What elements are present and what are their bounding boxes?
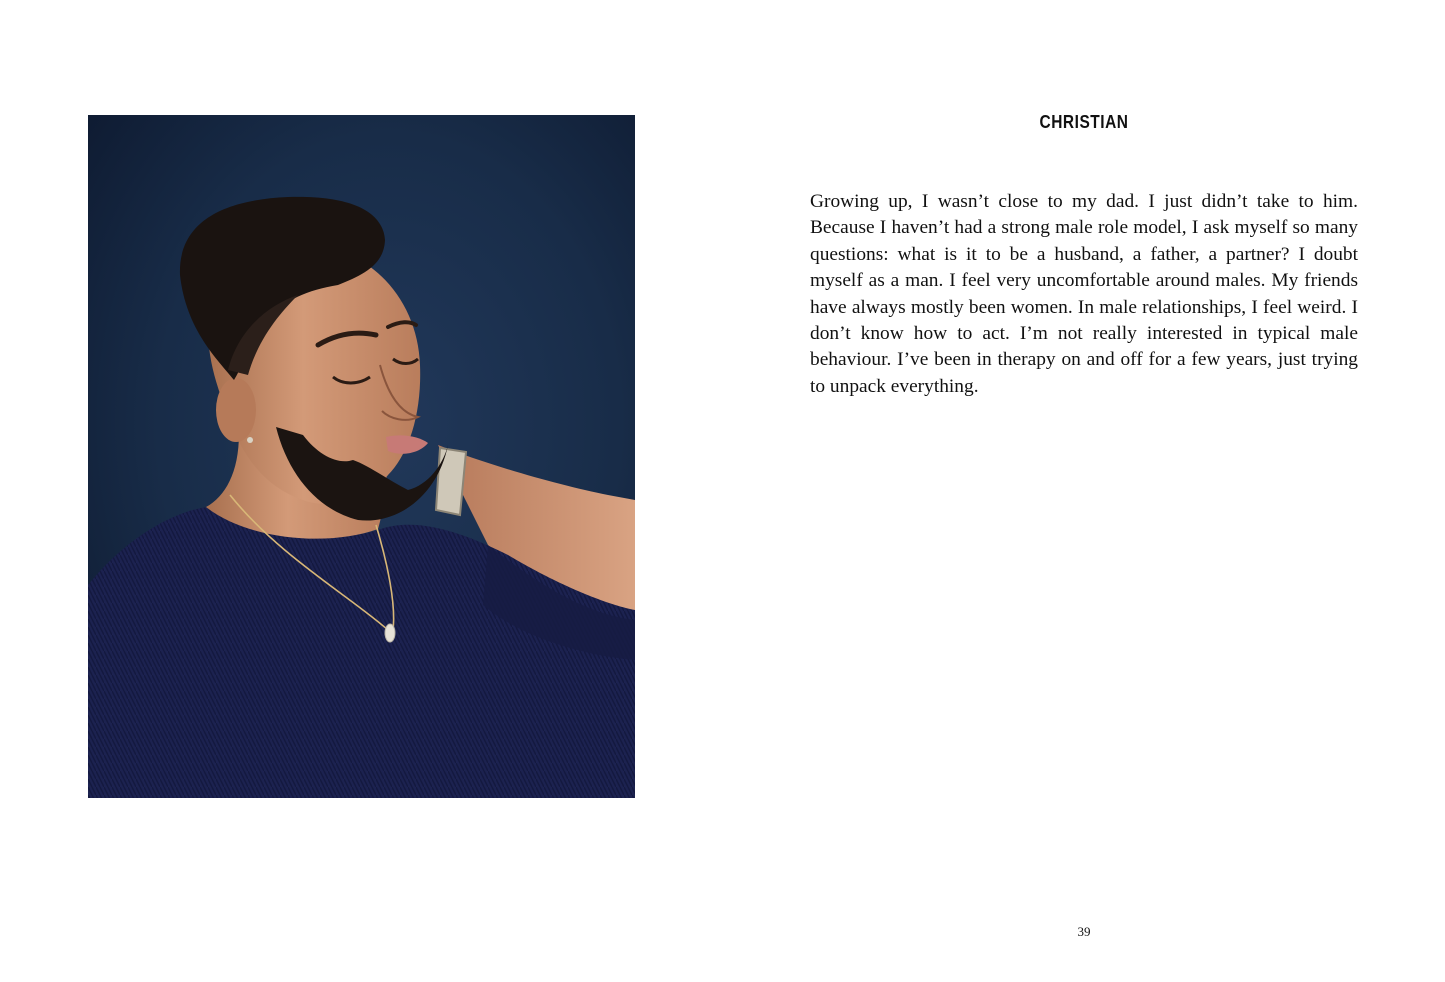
- portrait-photo: [88, 115, 635, 798]
- page-number: 39: [1077, 924, 1091, 939]
- wristwatch: [436, 448, 466, 515]
- pendant: [385, 624, 395, 642]
- portrait-illustration: [88, 115, 635, 798]
- interview-paragraph: Growing up, I wasn’t close to my dad. I just didn’t take to him. Because I haven’t had a strong male role model, I ask myself so many questions: what is it to be a husband, a father, a partner? I doubt myself as a man. I feel very uncomfortable around males. My friends have always mostly been women. In male relationships, I feel weird. I don’t know how to act. I’m not really interested in typical male behaviour. I’ve been in therapy on and off for a few years, just trying to unpack everything.: [810, 191, 1358, 397]
- person-name: CHRISTIAN: [1039, 112, 1129, 132]
